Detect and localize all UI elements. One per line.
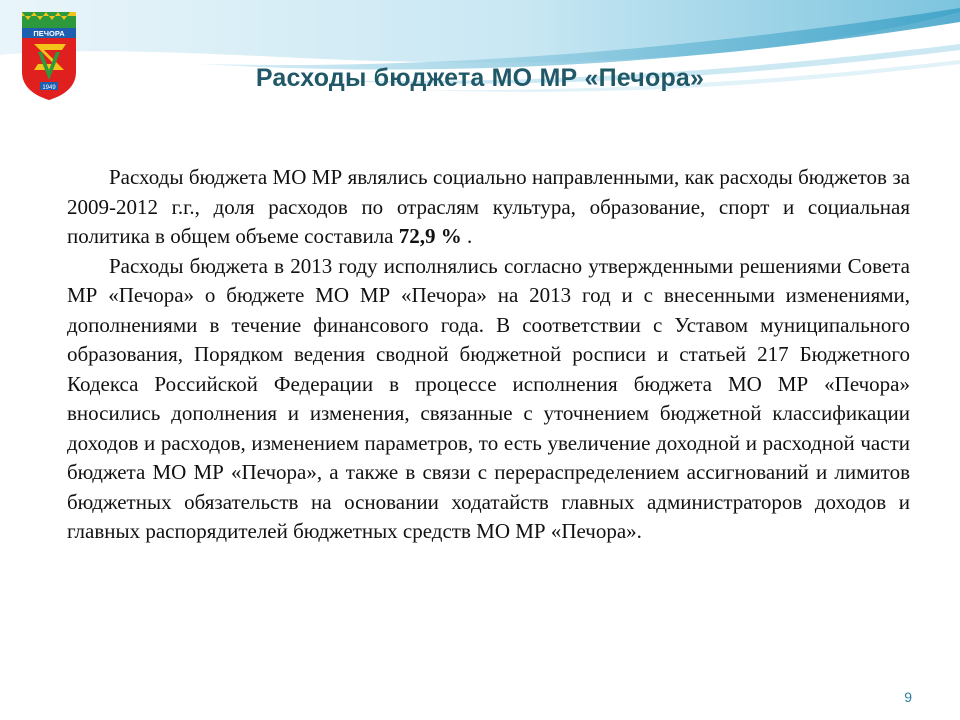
paragraph-1-text: Расходы бюджета МО МР являлись социально направленными, как расходы бюджетов за 2009-2012 г.г., доля расходов по отраслям культура, образование, спорт и социальная политика в общем объеме составила xyxy=(67,165,910,248)
body-text xyxy=(67,163,910,547)
emblem-year: 1949 xyxy=(42,85,56,91)
paragraph-2 xyxy=(67,252,910,547)
paragraph-2-text: Расходы бюджета в 2013 году исполнялись согласно утвержденными решениями Совета МР «Печора» о бюджете МО МР «Печора» на 2013 год и с внесенными изменениями, дополнениями в течение финансового года. В соответствии с Уставом муниципального образования, Порядком ведения сводной бюджетной росписи и статьей 217 Бюджетного Кодекса Российской Федерации в процессе исполнения бюджета МО МР «Печора» вносились дополнения и изменения, связанные с уточнением бюджетной классификации доходов и расходов, изменением параметров, то есть увеличение доходной и расходной части бюджета МО МР «Печора», а также в связи с перераспределением ассигнований и лимитов бюджетных обязательств на основании ходатайств главных администраторов доходов и главных распорядителей бюджетных средств МО МР «Печора». xyxy=(67,253,910,543)
page-number: 9 xyxy=(904,689,912,705)
paragraph-1-highlight: 72,9 % xyxy=(398,224,462,248)
paragraph-1 xyxy=(67,163,910,252)
paragraph-1-tail: . xyxy=(461,224,473,248)
emblem-label: ПЕЧОРА xyxy=(33,29,65,38)
slide-title: Расходы бюджета МО МР «Печора» xyxy=(255,64,705,92)
